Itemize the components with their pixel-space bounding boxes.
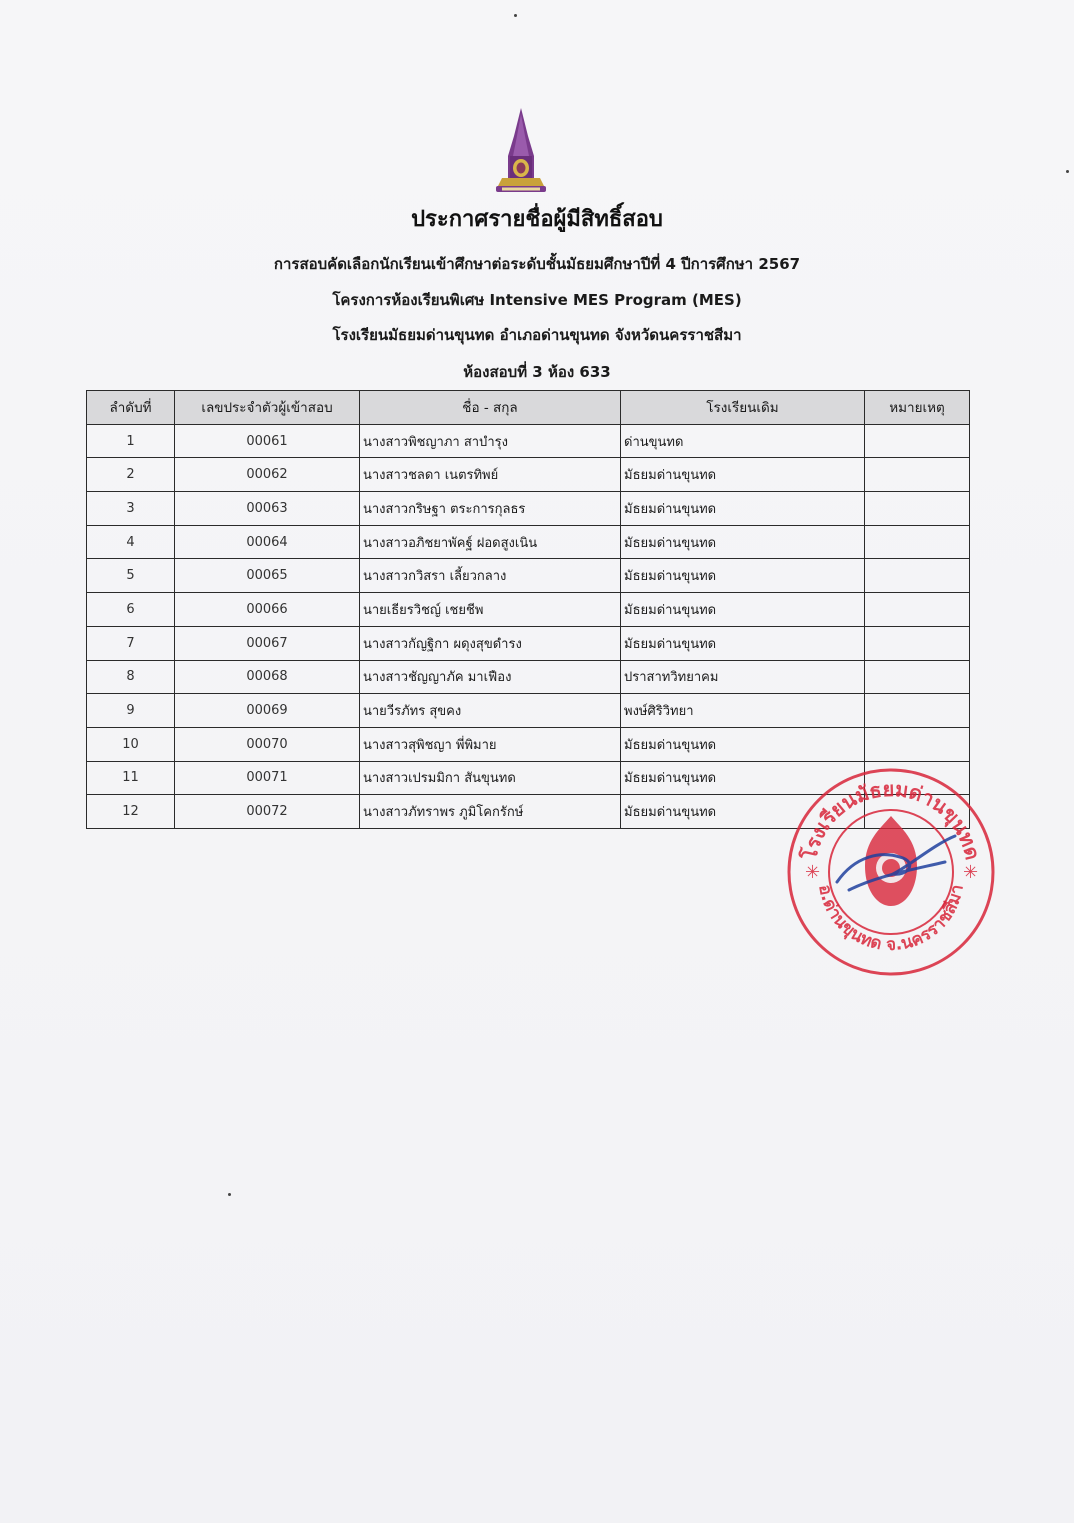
cell-previous-school: มัธยมด่านขุนทด bbox=[621, 727, 865, 761]
column-header-seq: ลำดับที่ bbox=[87, 391, 175, 425]
cell-previous-school: มัธยมด่านขุนทด bbox=[621, 525, 865, 559]
cell-full-name: นางสาวพิชญาภา สาบำรุง bbox=[360, 424, 621, 458]
program-name: โครงการห้องเรียนพิเศษ Intensive MES Program (MES) bbox=[332, 291, 742, 309]
cell-full-name: นางสาวกวิสรา เลี้ยวกลาง bbox=[360, 559, 621, 593]
cell-full-name: นางสาวเปรมมิกา สันขุนทด bbox=[360, 761, 621, 795]
cell-exam-id: 00067 bbox=[175, 626, 360, 660]
cell-note bbox=[865, 458, 970, 492]
cell-full-name: นายเธียรวิชญ์ เชยชีพ bbox=[360, 593, 621, 627]
table-row bbox=[87, 458, 970, 492]
table-row bbox=[87, 660, 970, 694]
cell-exam-id: 00064 bbox=[175, 525, 360, 559]
cell-seq: 1 bbox=[87, 424, 175, 458]
seal-bottom-text: อ.ด่านขุนทด จ.นครราชสีมา bbox=[814, 883, 968, 956]
school-emblem-icon bbox=[488, 106, 554, 196]
svg-text:✳: ✳ bbox=[963, 862, 979, 883]
page-title: ประกาศรายชื่อผู้มีสิทธิ์สอบ bbox=[411, 207, 663, 232]
cell-previous-school: ปราสาทวิทยาคม bbox=[621, 660, 865, 694]
cell-exam-id: 00061 bbox=[175, 424, 360, 458]
exam-room: ห้องสอบที่ 3 ห้อง 633 bbox=[463, 363, 611, 381]
column-header-name: ชื่อ - สกุล bbox=[360, 391, 621, 425]
cell-full-name: นางสาวสุพิชญา พี่พิมาย bbox=[360, 727, 621, 761]
cell-note bbox=[865, 593, 970, 627]
cell-note bbox=[865, 525, 970, 559]
cell-previous-school: ด่านขุนทด bbox=[621, 424, 865, 458]
cell-note bbox=[865, 660, 970, 694]
cell-exam-id: 00069 bbox=[175, 694, 360, 728]
cell-seq: 4 bbox=[87, 525, 175, 559]
cell-exam-id: 00070 bbox=[175, 727, 360, 761]
svg-text:✳: ✳ bbox=[805, 862, 821, 883]
cell-exam-id: 00063 bbox=[175, 492, 360, 526]
cell-seq: 9 bbox=[87, 694, 175, 728]
cell-full-name: นางสาวชลดา เนตรทิพย์ bbox=[360, 458, 621, 492]
cell-previous-school: มัธยมด่านขุนทด bbox=[621, 458, 865, 492]
cell-exam-id: 00065 bbox=[175, 559, 360, 593]
cell-note bbox=[865, 424, 970, 458]
cell-exam-id: 00068 bbox=[175, 660, 360, 694]
cell-full-name: นางสาวกริษฐา ตระการกุลธร bbox=[360, 492, 621, 526]
table-row bbox=[87, 593, 970, 627]
cell-seq: 2 bbox=[87, 458, 175, 492]
cell-full-name: นายวีรภัทร สุขคง bbox=[360, 694, 621, 728]
cell-previous-school: มัธยมด่านขุนทด bbox=[621, 593, 865, 627]
cell-previous-school: มัธยมด่านขุนทด bbox=[621, 761, 865, 795]
column-header-id: เลขประจำตัวผู้เข้าสอบ bbox=[175, 391, 360, 425]
cell-previous-school: พงษ์ศิริวิทยา bbox=[621, 694, 865, 728]
cell-previous-school: มัธยมด่านขุนทด bbox=[621, 492, 865, 526]
table-header-row bbox=[87, 391, 970, 425]
table-row bbox=[87, 694, 970, 728]
cell-note bbox=[865, 727, 970, 761]
cell-full-name: นางสาวอภิชยาพัคฐ์ ฝอดสูงเนิน bbox=[360, 525, 621, 559]
table-row bbox=[87, 626, 970, 660]
table-row bbox=[87, 727, 970, 761]
official-seal-stamp bbox=[785, 766, 997, 978]
cell-note bbox=[865, 559, 970, 593]
cell-full-name: นางสาวภัทราพร ภูมิโคกรักษ์ bbox=[360, 795, 621, 829]
cell-previous-school: มัธยมด่านขุนทด bbox=[621, 559, 865, 593]
cell-seq: 12 bbox=[87, 795, 175, 829]
cell-note bbox=[865, 492, 970, 526]
cell-exam-id: 00071 bbox=[175, 761, 360, 795]
cell-exam-id: 00066 bbox=[175, 593, 360, 627]
column-header-note: หมายเหตุ bbox=[865, 391, 970, 425]
cell-seq: 8 bbox=[87, 660, 175, 694]
candidate-table bbox=[86, 390, 970, 829]
school-name: โรงเรียนมัธยมด่านขุนทด อำเภอด่านขุนทด จังหวัดนครราชสีมา bbox=[332, 326, 742, 344]
cell-seq: 6 bbox=[87, 593, 175, 627]
cell-previous-school: มัธยมด่านขุนทด bbox=[621, 626, 865, 660]
exam-description: การสอบคัดเลือกนักเรียนเข้าศึกษาต่อระดับชั้นมัธยมศึกษาปีที่ 4 ปีการศึกษา 2567 bbox=[273, 255, 801, 273]
cell-seq: 10 bbox=[87, 727, 175, 761]
cell-seq: 3 bbox=[87, 492, 175, 526]
table-row bbox=[87, 559, 970, 593]
cell-exam-id: 00072 bbox=[175, 795, 360, 829]
cell-seq: 5 bbox=[87, 559, 175, 593]
cell-note bbox=[865, 694, 970, 728]
table-row bbox=[87, 424, 970, 458]
cell-full-name: นางสาวกัญฐิกา ผดุงสุขดำรง bbox=[360, 626, 621, 660]
column-header-school: โรงเรียนเดิม bbox=[621, 391, 865, 425]
cell-exam-id: 00062 bbox=[175, 458, 360, 492]
cell-note bbox=[865, 626, 970, 660]
cell-previous-school: มัธยมด่านขุนทด bbox=[621, 795, 865, 829]
cell-seq: 11 bbox=[87, 761, 175, 795]
table-row bbox=[87, 492, 970, 526]
table-row bbox=[87, 525, 970, 559]
seal-top-text: โรงเรียนมัธยมด่านขุนทด bbox=[797, 776, 985, 863]
cell-seq: 7 bbox=[87, 626, 175, 660]
cell-full-name: นางสาวชัญญาภัค มาเฟือง bbox=[360, 660, 621, 694]
